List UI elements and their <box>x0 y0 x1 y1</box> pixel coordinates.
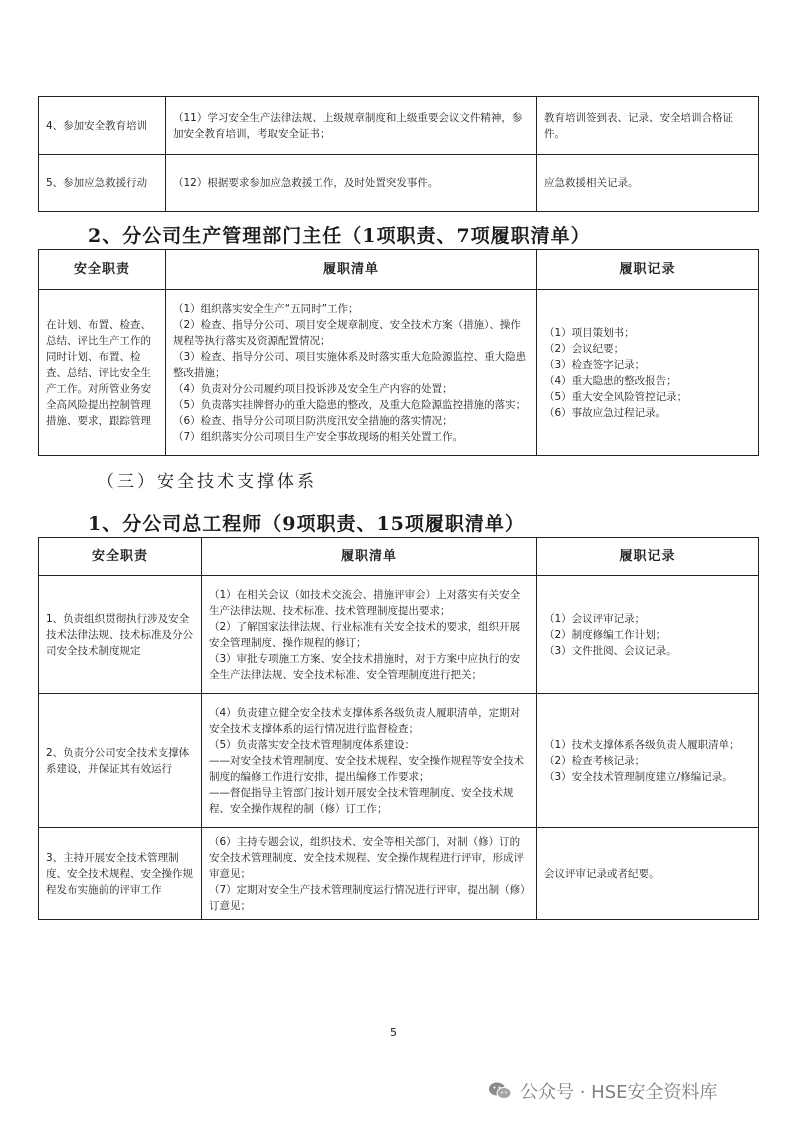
page-number: 5 <box>390 1026 397 1039</box>
duty-cell: 2、负责分公司安全技术支撑体系建设，并保证其有效运行 <box>39 694 202 828</box>
table-row <box>39 290 759 456</box>
table-header-row <box>39 250 759 290</box>
record-item: （1）项目策划书； <box>544 326 635 339</box>
watermark <box>488 1078 718 1104</box>
record-item: （5）重大安全风险管控记录； <box>544 390 688 403</box>
list-item: （1）组织落实安全生产“五同时”工作； <box>173 302 359 315</box>
duty-cell: 1、负责组织贯彻执行涉及安全技术法律法规、技术标准及分公司安全技术制度规定 <box>39 576 202 694</box>
list-cell <box>166 155 537 212</box>
records-cell <box>537 694 759 828</box>
column-header-list: 履职清单 <box>166 250 537 290</box>
records-cell <box>537 576 759 694</box>
record-item: （4）重大隐患的整改报告； <box>544 374 677 387</box>
table-row <box>39 155 759 212</box>
record-item: （2）制度修编工作计划； <box>544 628 667 641</box>
list-item: （7）定期对安全生产技术管理制度运行情况进行评审，提出制（修）订意见； <box>209 883 526 912</box>
table-continued <box>38 96 759 212</box>
record-item: 会议评审记录或者纪要。 <box>544 867 660 880</box>
table-row <box>39 576 759 694</box>
table-production-manager <box>38 249 759 456</box>
list-item: （6）检查、指导分公司项目防洪度汛安全措施的落实情况； <box>173 414 453 427</box>
record-item: （3）文件批阅、会议记录。 <box>544 644 677 657</box>
list-item: ——督促指导主管部门按计划开展安全技术管理制度、安全技术规程、安全操作规程的制（修）订工作； <box>209 786 514 815</box>
record-item: （2）会议纪要； <box>544 342 625 355</box>
list-item: （5）负责落实挂牌督办的重大隐患的整改，及重大危险源监控措施的落实； <box>173 398 527 411</box>
column-header-duty: 安全职责 <box>39 250 166 290</box>
record-item: 应急救援相关记录。 <box>544 177 639 189</box>
record-item: （3）安全技术管理制度建立/修编记录。 <box>544 770 733 783</box>
list-item: （7）组织落实分公司项目生产安全事故现场的相关处置工作。 <box>173 430 464 443</box>
table-row <box>39 97 759 155</box>
duty-cell: 3、主持开展安全技术管理制度、安全技术规程、安全操作规程发布实施前的评审工作 <box>39 828 202 920</box>
list-item: （11）学习安全生产法律法规、上级规章制度和上级重要会议文件精神，参加安全教育培训，考取安全证书； <box>173 111 523 140</box>
list-item: （5）负责落实安全技术管理制度体系建设： <box>209 738 416 751</box>
column-header-list: 履职清单 <box>202 538 537 576</box>
section-title: 1、分公司总工程师（9项职责、15项履职清单） <box>88 513 525 535</box>
table-row <box>39 694 759 828</box>
table-row <box>39 828 759 920</box>
record-item: 教育培训签到表、记录、安全培训合格证件。 <box>544 111 733 140</box>
table-chief-engineer <box>38 537 759 920</box>
record-item: （2）检查考核记录； <box>544 754 646 767</box>
records-cell <box>537 155 759 212</box>
records-cell <box>537 828 759 920</box>
watermark-text: 公众号 · HSE安全资料库 <box>520 1082 718 1103</box>
column-header-records: 履职记录 <box>537 538 759 576</box>
record-item: （1）技术支撑体系各级负责人履职清单； <box>544 738 740 751</box>
list-item: （2）了解国家法律法规、行业标准有关安全技术的要求，组织开展安全管理制度、操作规程的修订； <box>209 620 521 649</box>
list-item: （4）负责建立健全安全技术支撑体系各级负责人履职清单，定期对安全技术支撑体系的运行情况进行监督检查； <box>209 706 521 735</box>
list-item: （4）负责对分公司履约项目投诉涉及安全生产内容的处置； <box>173 382 453 395</box>
records-cell <box>537 290 759 456</box>
duty-cell: 在计划、布置、检查、总结、评比生产工作的同时计划、布置、检查、总结、评比安全生产工作。对所管业务安全高风险提出控制管理措施、要求，跟踪管理 <box>39 290 166 456</box>
record-item: （1）会议评审记录； <box>544 612 646 625</box>
list-cell <box>202 828 537 920</box>
column-header-records: 履职记录 <box>537 250 759 290</box>
section-title: 2、分公司生产管理部门主任（1项职责、7项履职清单） <box>88 225 591 247</box>
record-item: （3）检查签字记录； <box>544 358 646 371</box>
duty-cell: 4、参加安全教育培训 <box>39 97 166 155</box>
column-header-duty: 安全职责 <box>39 538 202 576</box>
list-item: （2）检查、指导分公司、项目安全规章制度、安全技术方案（措施）、操作规程等执行落实及资源配置情况； <box>173 318 521 347</box>
list-item: （3）检查、指导分公司、项目实施体系及时落实重大危险源监控、重大隐患整改措施； <box>173 350 527 379</box>
list-cell <box>166 97 537 155</box>
subsection-title: （三）安全技术支撑体系 <box>97 472 317 492</box>
table-header-row <box>39 538 759 576</box>
list-item: ——对安全技术管理制度、安全技术规程、安全操作规程等安全技术制度的编修工作进行安排，提出编修工作要求； <box>209 754 524 783</box>
list-item: （12）根据要求参加应急救援工作，及时处置突发事件。 <box>173 177 439 189</box>
list-item: （3）审批专项施工方案、安全技术措施时，对于方案中应执行的安全生产法律法规、安全技术标准、安全管理制度进行把关； <box>209 652 521 681</box>
list-cell <box>202 694 537 828</box>
record-item: （6）事故应急过程记录。 <box>544 406 667 419</box>
list-cell <box>202 576 537 694</box>
list-item: （1）在相关会议（如技术交流会、措施评审会）上对落实有关安全生产法律法规、技术标准、技术管理制度提出要求； <box>209 588 521 617</box>
wechat-icon <box>488 1081 512 1101</box>
records-cell <box>537 97 759 155</box>
list-item: （6）主持专题会议，组织技术、安全等相关部门，对制（修）订的安全技术管理制度、安全技术规程、安全操作规程进行评审，形成评审意见； <box>209 835 524 880</box>
list-cell <box>166 290 537 456</box>
duty-cell: 5、参加应急救援行动 <box>39 155 166 212</box>
